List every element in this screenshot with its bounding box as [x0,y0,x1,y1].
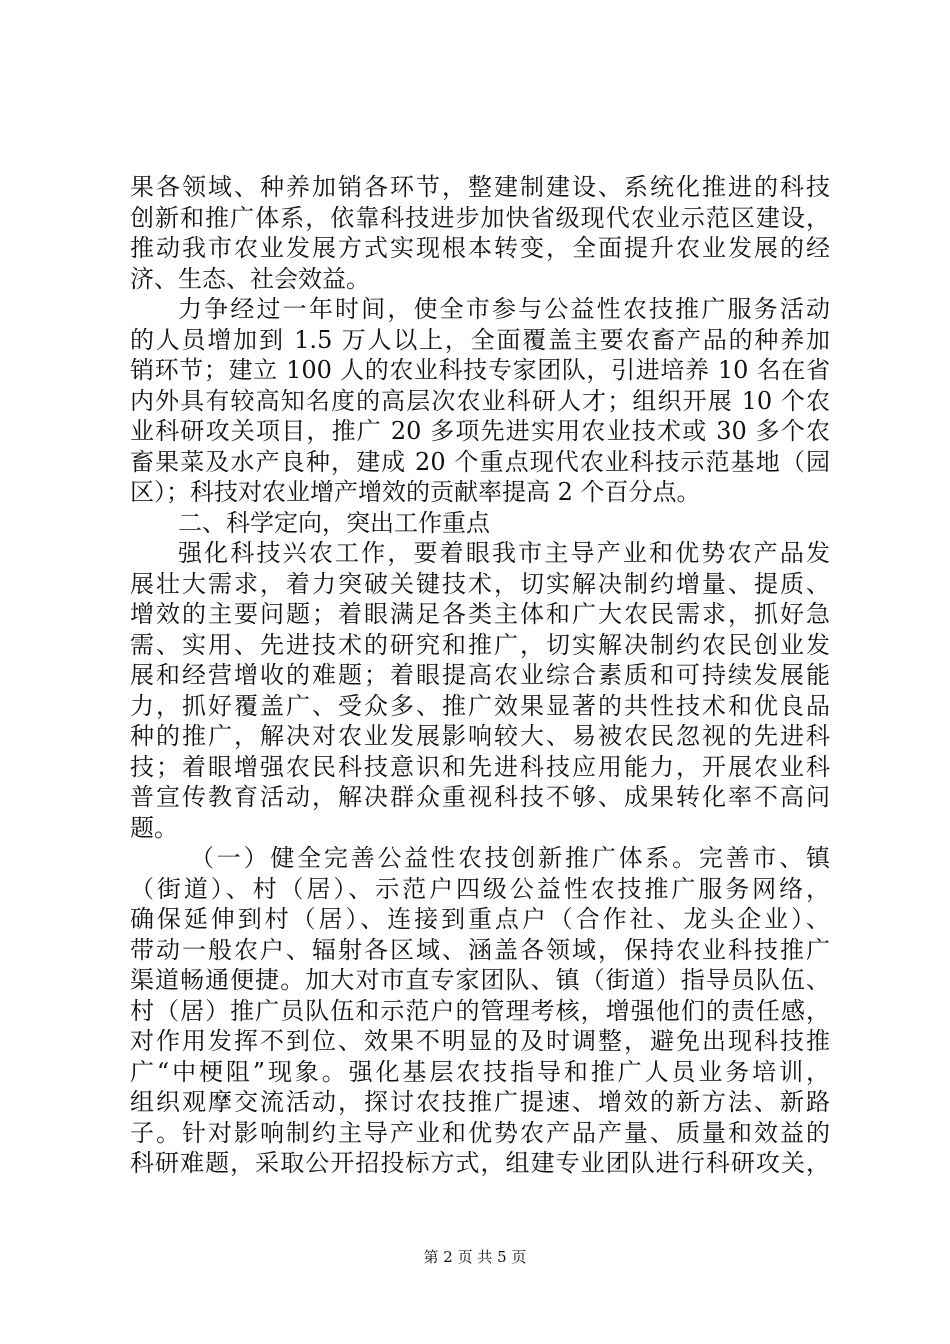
text-line: 子。针对影响制约主导产业和优势农产品产量、质量和效益的 [130,1118,830,1147]
text-line: 增效的主要问题；着眼满足各类主体和广大农民需求，抓好急 [130,600,830,628]
text-line: 创新和推广体系，依靠科技进步加快省级现代农业示范区建设， [130,203,830,232]
section-heading: 二、科学定向，突出工作重点 [178,508,490,537]
page-number: 第 2 页 共 5 页 [423,1248,527,1266]
text-line: 推动我市农业发展方式实现根本转变，全面提升农业发展的经 [130,234,830,262]
text-line: 果各领域、种养加销各环节，整建制建设、系统化推进的科技 [130,173,830,201]
text-line: 力争经过一年时间，使全市参与公益性农技推广服务活动 [178,295,830,323]
text-line: （街道）、村（居）、示范户四级公益性农技推广服务网络， [130,874,830,903]
text-line: （一）健全完善公益性农技创新推广体系。完善市、镇 [190,844,830,872]
text-line: 展和经营增收的难题；着眼提高农业综合素质和可持续发展能 [130,661,830,689]
text-line: 的人员增加到 1.5 万人以上，全面覆盖主要农畜产品的种养加 [130,325,830,354]
text-line: 题。 [130,813,178,842]
text-line: 渠道畅通便捷。加大对市直专家团队、镇（街道）指导员队伍、 [130,966,830,994]
text-line: 需、实用、先进技术的研究和推广，切实解决制约农民创业发 [130,630,830,659]
text-line: 种的推广，解决对农业发展影响较大、易被农民忽视的先进科 [130,722,830,750]
text-line: 普宣传教育活动，解决群众重视科技不够、成果转化率不高问 [130,783,830,811]
text-line: 技；着眼增强农民科技意识和先进科技应用能力，开展农业科 [130,752,830,781]
document-body [130,172,830,1179]
text-line: 内外具有较高知名度的高层次农业科研人才；组织开展 10 个农 [130,386,830,415]
text-line: 展壮大需求，着力突破关键技术，切实解决制约增量、提质、 [130,569,830,598]
text-line: 销环节；建立 100 人的农业科技专家团队，引进培养 10 名在省 [130,356,830,384]
text-line: 村（居）推广员队伍和示范户的管理考核，增强他们的责任感， [130,996,830,1025]
text-line: 区）；科技对农业增产增效的贡献率提高 2 个百分点。 [130,478,701,506]
text-line: 带动一般农户、辐射各区域、涵盖各领域，保持农业科技推广 [130,935,830,964]
text-line: 力，抓好覆盖广、受众多、推广效果显著的共性技术和优良品 [130,691,830,720]
text-line: 广“中梗阻”现象。强化基层农技指导和推广人员业务培训， [130,1057,830,1086]
text-line: 科研难题，采取公开招投标方式，组建专业团队进行科研攻关， [130,1149,830,1177]
text-line: 组织观摩交流活动，探讨农技推广提速、增效的新方法、新路 [130,1088,830,1116]
text-line: 强化科技兴农工作，要着眼我市主导产业和优势农产品发 [178,539,830,567]
text-line: 确保延伸到村（居）、连接到重点户（合作社、龙头企业）、 [130,905,830,933]
text-line: 畜果菜及水产良种，建成 20 个重点现代农业科技示范基地（园 [130,447,830,476]
text-line: 业科研攻关项目，推广 20 多项先进实用农业技术或 30 多个农 [130,417,830,445]
text-line: 对作用发挥不到位、效果不明显的及时调整，避免出现科技推 [130,1027,830,1055]
text-line: 济、生态、社会效益。 [130,264,370,293]
